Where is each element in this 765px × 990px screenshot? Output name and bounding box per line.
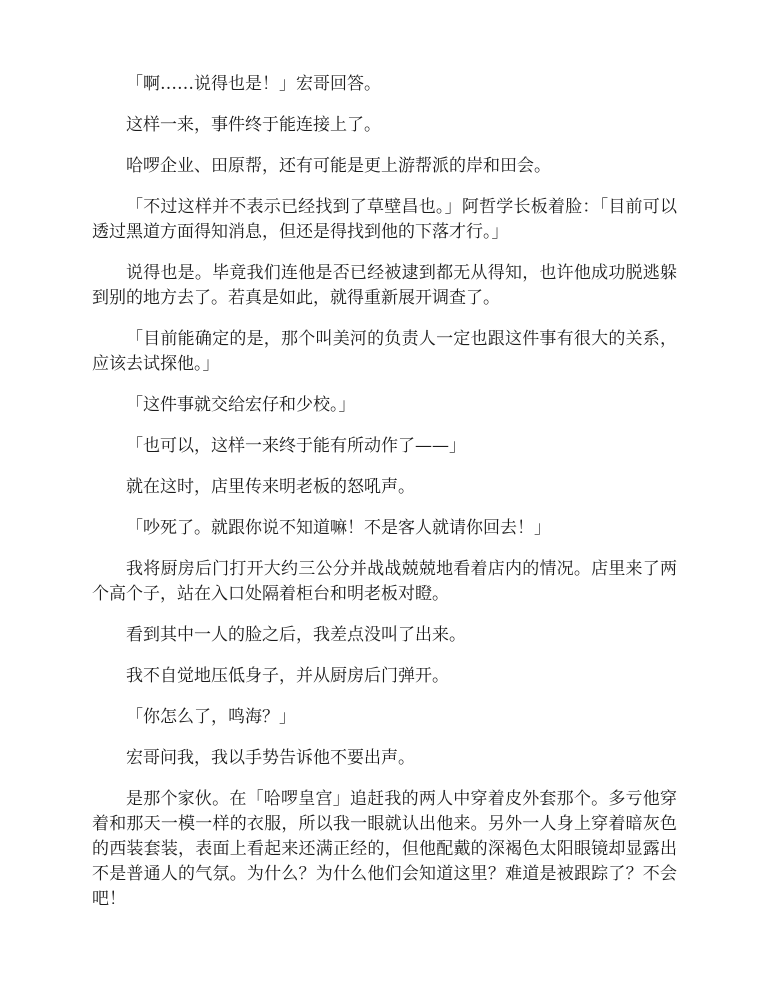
paragraph: 「啊……说得也是！」宏哥回答。 bbox=[126, 74, 381, 94]
paragraph: 看到其中一人的脸之后，我差点没叫了出来。 bbox=[126, 625, 466, 645]
body-text bbox=[92, 72, 677, 928]
paragraph: 是那个家伙。在「哈啰皇宫」追赶我的两人中穿着皮外套那个。多亏他穿着和那天一模一样的衣服，所以我一眼就认出他来。另外一人身上穿着暗灰色的西装套装，表面上看起来还满正经的，但他配戴的深褐色太阳眼镜却显露出不是普通人的气氛。为什么？为什么他们会知道这里？难道是被跟踪了？不会吧！ bbox=[92, 789, 677, 909]
paragraph: 我不自觉地压低身子，并从厨房后门弹开。 bbox=[126, 666, 449, 686]
paragraph: 「也可以，这样一来终于能有所动作了——」 bbox=[126, 436, 466, 456]
paragraph: 这样一来，事件终于能连接上了。 bbox=[126, 115, 381, 135]
paragraph: 「不过这样并不表示已经找到了草壁昌也。」阿哲学长板着脸：「目前可以透过黑道方面得知消息，但还是得找到他的下落才行。」 bbox=[92, 197, 677, 242]
paragraph: 宏哥问我，我以手势告诉他不要出声。 bbox=[126, 748, 415, 768]
paragraph: 哈啰企业、田原帮，还有可能是更上游帮派的岸和田会。 bbox=[126, 156, 551, 176]
paragraph: 「这件事就交给宏仔和少校。」 bbox=[126, 395, 356, 415]
paragraph: 说得也是。毕竟我们连他是否已经被逮到都无从得知，也许他成功脱逃躲到别的地方去了。若真是如此，就得重新展开调查了。 bbox=[92, 263, 677, 308]
paragraph: 「你怎么了，鸣海？」 bbox=[126, 707, 296, 727]
paragraph: 就在这时，店里传来明老板的怒吼声。 bbox=[126, 477, 415, 497]
paragraph: 「目前能确定的是，那个叫美河的负责人一定也跟这件事有很大的关系，应该去试探他。」 bbox=[92, 329, 677, 374]
paragraph: 我将厨房后门打开大约三公分并战战兢兢地看着店内的情况。店里来了两个高个子，站在入口处隔着柜台和明老板对瞪。 bbox=[92, 559, 677, 604]
paragraph: 「吵死了。就跟你说不知道嘛！不是客人就请你回去！」 bbox=[126, 518, 551, 538]
